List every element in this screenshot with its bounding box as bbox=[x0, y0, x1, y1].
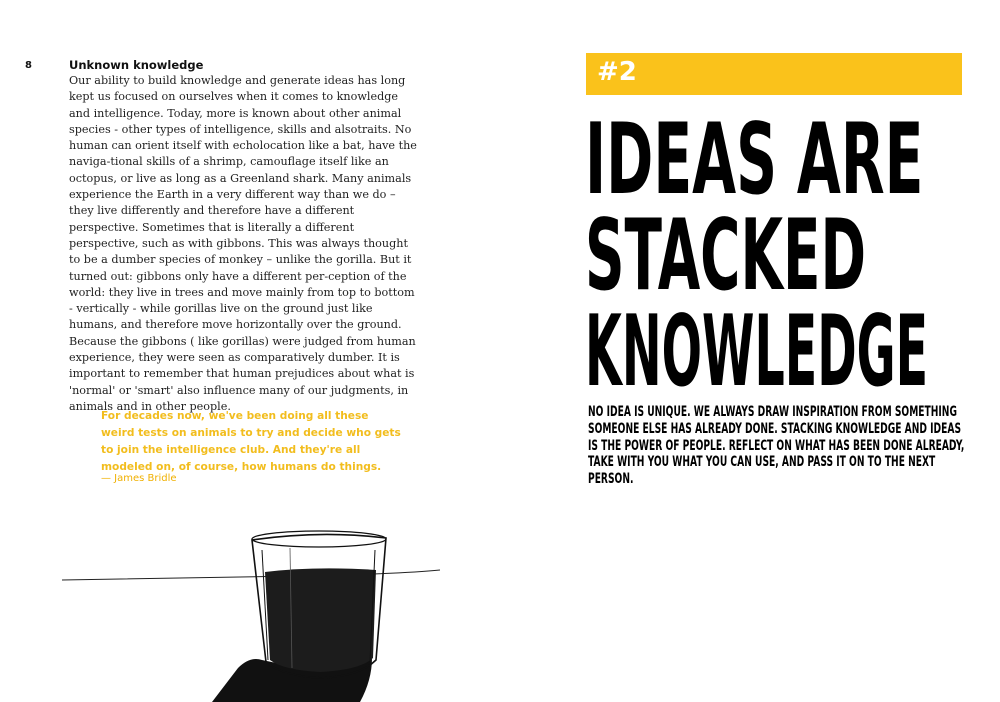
glass-rim bbox=[252, 531, 386, 547]
title-line: STACKED bbox=[585, 199, 867, 313]
body-text: Our ability to build knowledge and generate ideas has long kept us focused on ourselves when it comes to knowledge and intelligence. Today, more is known about other animal species - other types of intelligence, skills and alsotraits. No human can orient itself with echolocation like a bat, have the naviga-tional skills of a shrimp, camouflage itself like an octopus, or live as long as a Greenland shark. Many animals experience the Earth in a very different way than we do – they live differently and therefore have a different perspective. Sometimes that is literally a different perspective, such as with gibbons. This was always thought to be a dumber species of monkey – unlike the gorilla. But it turned out: gibbons only have a different per-ception of the world: they live in trees and move mainly from top to bottom - vertically - while gorillas live on the ground just like humans, and therefore move horizontally over the ground. Because the gibbons ( like gorillas) were judged from human experience, they were seen as comparatively dumber. It is important to remember that human prejudices about what is 'normal' or 'smart' also influence many of our judgments, in animals and in other people. bbox=[69, 74, 417, 413]
intro-text: NO IDEA IS UNIQUE. WE ALWAYS DRAW INSPIRATION FROM SOMETHING SOMEONE ELSE HAS ALREADY DONE. STACKING KNOWLEDGE AND IDEAS IS THE POWER OF PEOPLE. REFLECT ON WHAT HAS BEEN DONE ALREADY, TAKE WITH YOU WHAT YOU CAN USE, AND PASS IT ON TO THE NEXT PERSON. bbox=[588, 404, 965, 488]
pull-quote: For decades now, we've been doing all these weird tests on animals to try and decide who gets to join the intelligence club. And they're all modeled on, of course, how humans do things. bbox=[101, 410, 401, 473]
title-line: KNOWLEDGE bbox=[585, 295, 929, 409]
chapter-number: #2 bbox=[597, 57, 637, 87]
right-page bbox=[500, 0, 1000, 702]
glass-in-hand-illustration bbox=[0, 510, 500, 702]
title-line: IDEAS ARE bbox=[585, 103, 924, 217]
chapter-banner bbox=[586, 53, 962, 95]
chapter-title bbox=[585, 103, 985, 409]
page-number: 8 bbox=[25, 60, 32, 71]
quote-attribution: — James Bridle bbox=[101, 473, 177, 484]
section-heading: Unknown knowledge bbox=[69, 58, 204, 72]
glass-liquid bbox=[265, 568, 376, 672]
